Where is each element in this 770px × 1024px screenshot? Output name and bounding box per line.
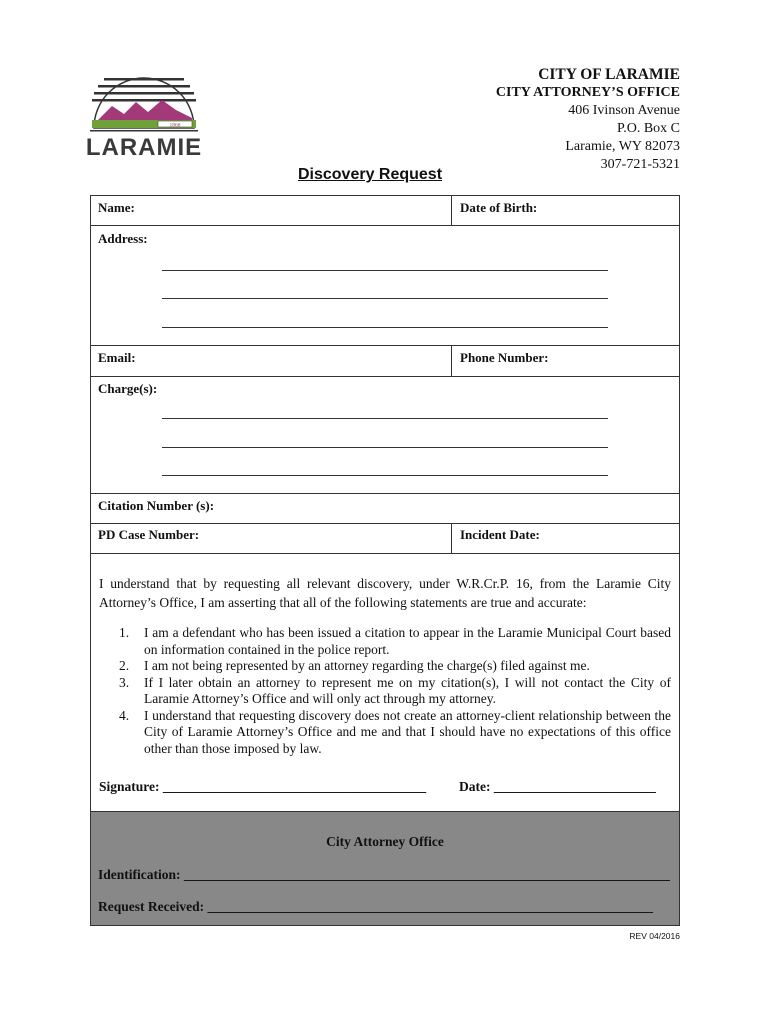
signature-label: Signature:	[99, 779, 160, 794]
charges-label: Charge(s):	[98, 381, 158, 396]
citation-row	[91, 494, 679, 524]
svg-text:1868: 1868	[169, 122, 181, 129]
address-line-3[interactable]	[162, 327, 608, 328]
charges-row	[91, 377, 679, 494]
phone-line: 307-721-5321	[600, 157, 680, 172]
charges-line-1[interactable]	[162, 418, 608, 419]
list-item: 4. I understand that requesting discovery does not create an attorney-client relationship between the City of Laramie Attorney’s Office and me and that I should have no expectations of this office other than those imposed by law.	[119, 707, 671, 756]
name-row	[91, 196, 679, 226]
address-line-2[interactable]	[162, 298, 608, 299]
identification-label: Identification:	[98, 867, 181, 882]
office-use-section	[91, 811, 679, 925]
incident-date-label: Incident Date:	[460, 527, 540, 542]
list-item: 3. If I later obtain an attorney to represent me on my citation(s), I will not contact the City of Laramie Attorney’s Office and will only act through my attorney.	[119, 674, 671, 706]
svg-text:LARAMIE: LARAMIE	[85, 134, 203, 161]
pd-case-row	[91, 524, 679, 554]
address-label: Address:	[98, 231, 148, 246]
address-line: 406 Ivinson Avenue	[568, 103, 680, 118]
list-item: 2. I am not being represented by an attorney regarding the charge(s) filed against me.	[119, 658, 590, 673]
statement-text: I understand that by requesting all relevant discovery, under W.R.Cr.P. 16, from the Laramie City Attorney’s Office, I am asserting that all of the following statements are true and accurate:	[99, 576, 671, 610]
office-use-heading: City Attorney Office	[326, 834, 444, 849]
request-received-field	[98, 899, 653, 915]
address-line: Laramie, WY 82073	[565, 139, 680, 154]
signature-line[interactable]: _______________________________________	[162, 779, 427, 794]
request-received-label: Request Received:	[98, 899, 205, 914]
identification-line[interactable]: ________________________________________________________________________	[183, 867, 670, 882]
email-label: Email:	[98, 350, 136, 365]
city-name: CITY OF LARAMIE	[538, 66, 680, 83]
list-item: 1. I am a defendant who has been issued a citation to appear in the Laramie Municipal Court based on information contained in the police report.	[119, 625, 671, 657]
date-label: Date:	[459, 779, 491, 794]
date-line[interactable]: ________________________	[493, 779, 656, 794]
dob-label: Date of Birth:	[460, 200, 538, 215]
date-field	[459, 779, 656, 795]
office-name: CITY ATTORNEY’S OFFICE	[495, 85, 680, 100]
citation-label: Citation Number (s):	[98, 498, 215, 513]
statement-list	[119, 625, 671, 757]
office-header	[496, 66, 680, 174]
name-label: Name:	[98, 200, 135, 215]
page-title: Discovery Request	[297, 166, 443, 183]
signature-row	[99, 779, 671, 795]
identification-field	[98, 867, 670, 883]
discovery-form	[90, 195, 680, 926]
address-line-1[interactable]	[162, 270, 608, 271]
address-line: P.O. Box C	[616, 121, 680, 136]
pd-case-label: PD Case Number:	[98, 527, 200, 542]
charges-line-2[interactable]	[162, 447, 608, 448]
request-received-line[interactable]: __________________________________________________________________	[207, 899, 653, 914]
phone-label: Phone Number:	[460, 350, 549, 365]
charges-line-3[interactable]	[162, 475, 608, 476]
email-row	[91, 346, 679, 377]
city-logo	[84, 72, 204, 166]
address-row	[91, 226, 679, 346]
revision-note: REV 04/2016	[629, 931, 680, 941]
